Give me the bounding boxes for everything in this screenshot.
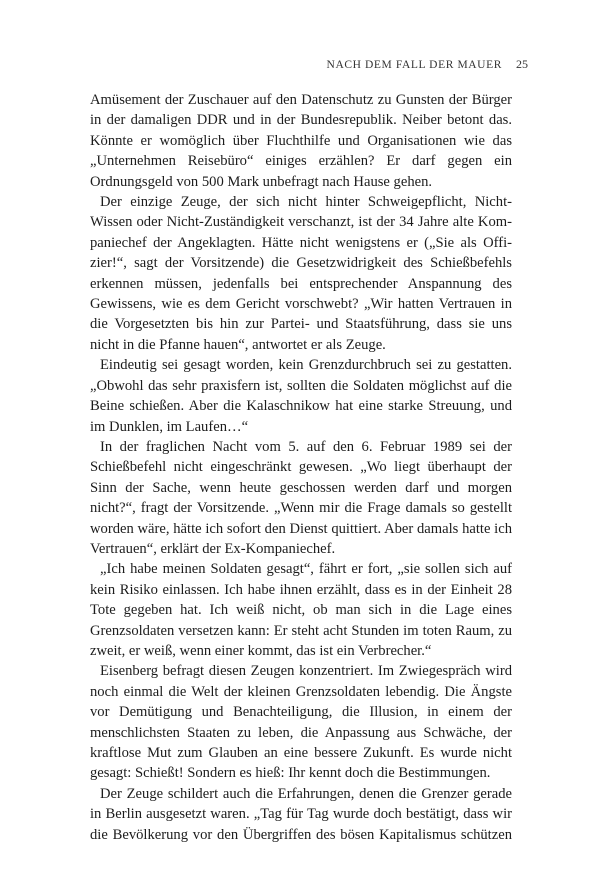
paragraph: Der einzige Zeuge, der sich nicht hinter Schweigepflicht, Nicht-Wissen oder Nicht-Zuständigkeit verschanzt, ist der 34 Jahre alte Kompaniechef der Angeklagten. Hätte nicht wenigstens er („Sie als Offizier!“, sagt der Vorsitzende) die Gesetzwidrigkeit des Schießbefehls erkennen müssen, jedenfalls bei entsprechender Anspannung des Gewissens, wie es dem Gericht vorschwebt? „Wir hatten Vertrauen in die Vorgesetzten bis hin zur Partei- und Staatsführung, dass sie uns nicht in die Pfanne hauen“, antwortet er als Zeuge. [90, 194, 512, 353]
paragraph: Der Zeuge schildert auch die Erfahrungen, denen die Grenzer gerade in Berlin ausgesetzt waren. „Tag für Tag wurde doch bestätigt, dass wir die Bevölkerung vor den Übergriffen des bösen Kapitalismus schützen [90, 785, 512, 843]
paragraph: „Ich habe meinen Soldaten gesagt“, fährt er fort, „sie sollen sich auf kein Risiko einlassen. Ich habe ihnen erzählt, dass es in der Einheit 28 Tote gegeben hat. Ich weiß nicht, ob man sich in die Lage eines Grenzsoldaten versetzen kann: Er steht acht Stunden im toten Raum, zu zweit, er weiß, wenn einer kommt, das ist ein Verbrecher.“ [90, 561, 512, 659]
paragraph: Amüsement der Zuschauer auf den Datenschutz zu Gunsten der Bürger in der damaligen DDR und in der Bundesrepublik. Neiber betont das. Könnte er womöglich über Fluchthilfe und Organisationen wie das „Unternehmen Reisebüro“ einiges erzählen? Er darf gegen ein Ordnungsgeld von 500 Mark unbefragt nach Hause gehen. [90, 92, 512, 190]
running-title: NACH DEM FALL DER MAUER [326, 59, 502, 71]
paragraph: In der fraglichen Nacht vom 5. auf den 6. Februar 1989 sei der Schießbefehl nicht eingeschränkt gewesen. „Wo liegt überhaupt der Sinn der Sache, wenn heute geschossen werden darf und morgen nicht?“, fragt der Vorsitzende. „Wenn mir die Frage damals so gestellt worden wäre, hätte ich sofort den Dienst quittiert. Aber damals hatte ich Vertrauen“, erklärt der Ex-Kompaniechef. [90, 438, 512, 557]
body-text [90, 90, 512, 845]
running-head [327, 57, 528, 72]
paragraph: Eisenberg befragt diesen Zeugen konzentriert. Im Zwiegespräch wird noch einmal die Welt der kleinen Grenzsoldaten lebendig. Die Ängste vor Demütigung und Benachteiligung, die Illusion, in einem der menschlichsten Staaten zu leben, die Anpassung aus Schwäche, der kraftlose Mut zum Glauben an eine bessere Zukunft. Es wurde nicht gesagt: Schießt! Sondern es hieß: Ihr kennt doch die Bestimmungen. [90, 663, 512, 782]
page-number: 25 [516, 57, 528, 71]
paragraph: Eindeutig sei gesagt worden, kein Grenzdurchbruch sei zu gestatten. „Obwohl das sehr praxisfern ist, sollten die Soldaten möglichst auf die Beine schießen. Aber die Kalaschnikow hat eine starke Streuung, und im Dunklen, im Laufen…“ [90, 357, 512, 435]
